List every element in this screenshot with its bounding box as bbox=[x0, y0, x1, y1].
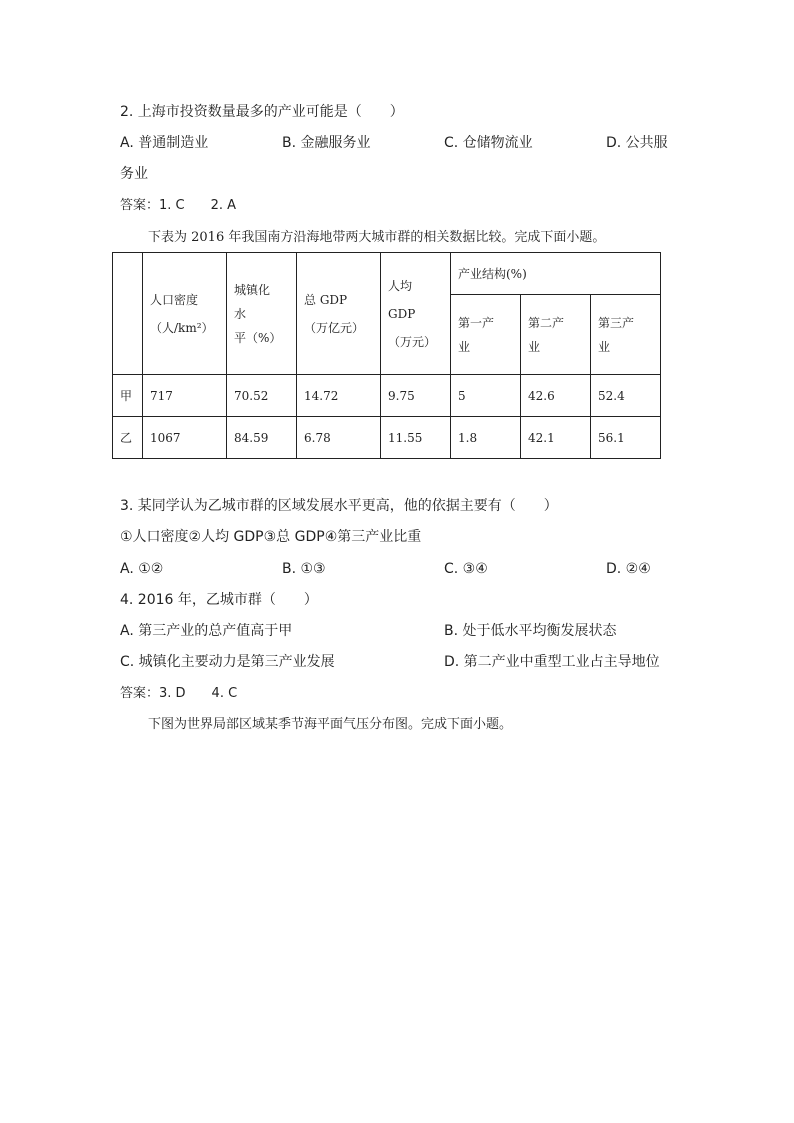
row-name: 乙 bbox=[113, 417, 143, 459]
header-primary: 第一产 业 bbox=[451, 295, 521, 375]
q2-option-c: C. 仓储物流业 bbox=[444, 135, 533, 151]
cell-tertiary: 52.4 bbox=[591, 375, 661, 417]
table-intro: 下表为 2016 年我国南方沿海地带两大城市群的相关数据比较。完成下面小题。 bbox=[148, 230, 606, 245]
cell-secondary: 42.6 bbox=[521, 375, 591, 417]
cell-primary: 1.8 bbox=[451, 417, 521, 459]
cell-tertiary: 56.1 bbox=[591, 417, 661, 459]
cell-total-gdp: 6.78 bbox=[297, 417, 381, 459]
q3-option-b: B. ①③ bbox=[282, 561, 326, 577]
question-2: 2. 上海市投资数量最多的产业可能是（ ） bbox=[120, 104, 404, 120]
answers-1-2 bbox=[120, 197, 236, 215]
table-row bbox=[113, 417, 661, 459]
header-total-gdp: 总 GDP （万亿元） bbox=[297, 253, 381, 375]
cell-secondary: 42.1 bbox=[521, 417, 591, 459]
q2-option-a: A. 普通制造业 bbox=[120, 135, 209, 151]
map-intro: 下图为世界局部区域某季节海平面气压分布图。完成下面小题。 bbox=[148, 717, 513, 732]
q4-option-c: C. 城镇化主要动力是第三产业发展 bbox=[120, 654, 335, 670]
cell-urbanization: 70.52 bbox=[227, 375, 297, 417]
cell-total-gdp: 14.72 bbox=[297, 375, 381, 417]
cell-per-capita-gdp: 9.75 bbox=[381, 375, 451, 417]
header-tertiary: 第三产 业 bbox=[591, 295, 661, 375]
header-per-capita-gdp: 人均 GDP （万元） bbox=[381, 253, 451, 375]
table-row bbox=[113, 375, 661, 417]
answer-3: 答案：3. D bbox=[120, 686, 186, 701]
cell-density: 1067 bbox=[143, 417, 227, 459]
q3-items: ①人口密度②人均 GDP③总 GDP④第三产业比重 bbox=[120, 529, 422, 545]
q3-option-d: D. ②④ bbox=[606, 561, 651, 577]
cell-per-capita-gdp: 11.55 bbox=[381, 417, 451, 459]
question-4: 4. 2016 年，乙城市群（ ） bbox=[120, 592, 318, 608]
header-urbanization: 城镇化 水 平（%） bbox=[227, 253, 297, 375]
row-name: 甲 bbox=[113, 375, 143, 417]
q4-option-b: B. 处于低水平均衡发展状态 bbox=[444, 623, 617, 639]
header-industry-structure: 产业结构(%) bbox=[451, 253, 661, 295]
q4-option-d: D. 第二产业中重型工业占主导地位 bbox=[444, 654, 660, 670]
header-secondary: 第二产 业 bbox=[521, 295, 591, 375]
cell-urbanization: 84.59 bbox=[227, 417, 297, 459]
city-cluster-table bbox=[112, 252, 661, 459]
q4-option-a: A. 第三产业的总产值高于甲 bbox=[120, 623, 293, 639]
header-corner bbox=[113, 253, 143, 375]
q3-option-a: A. ①② bbox=[120, 561, 164, 577]
question-3: 3. 某同学认为乙城市群的区域发展水平更高，他的依据主要有（ ） bbox=[120, 498, 558, 514]
answer-2: 2. A bbox=[210, 198, 237, 213]
cell-density: 717 bbox=[143, 375, 227, 417]
header-density: 人口密度 （人/km²） bbox=[143, 253, 227, 375]
q2-option-b: B. 金融服务业 bbox=[282, 135, 371, 151]
answer-4: 4. C bbox=[211, 686, 238, 701]
q3-option-c: C. ③④ bbox=[444, 561, 488, 577]
q2-option-d: D. 公共服 bbox=[606, 135, 668, 151]
q2-option-d-wrap: 务业 bbox=[120, 166, 148, 182]
answers-3-4 bbox=[120, 685, 237, 703]
answer-1: 答案：1. C bbox=[120, 198, 185, 213]
cell-primary: 5 bbox=[451, 375, 521, 417]
